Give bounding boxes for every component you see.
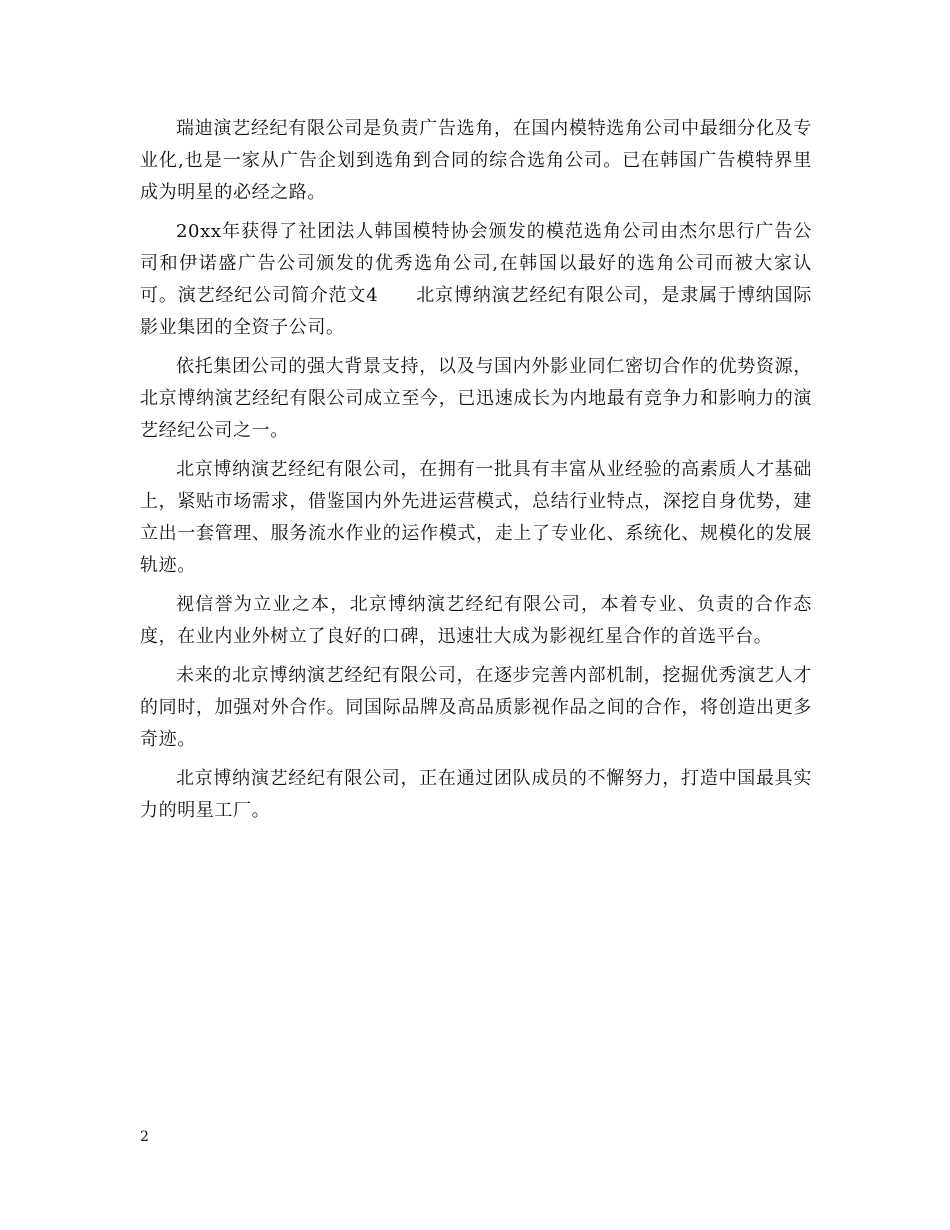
document-body [140, 113, 812, 834]
paragraph-3: 依托集团公司的强大背景支持，以及与国内外影业同仁密切合作的优势资源，北京博纳演艺经纪有限公司成立至今，已迅速成长为内地最有竞争力和影响力的演艺经纪公司之一。 [140, 356, 812, 441]
paragraph-4: 北京博纳演艺经纪有限公司，在拥有一批具有丰富从业经验的高素质人才基础上，紧贴市场需求，借鉴国内外先进运营模式，总结行业特点，深挖自身优势，建立出一套管理、服务流水作业的运作模式，走上了专业化、系统化、规模化的发展轨迹。 [140, 459, 812, 576]
page-number: 2 [140, 1129, 149, 1145]
paragraph-6: 未来的北京博纳演艺经纪有限公司，在逐步完善内部机制，挖掘优秀演艺人才的同时，加强对外合作。同国际品牌及高品质影视作品之间的合作，将创造出更多奇迹。 [140, 665, 812, 750]
paragraph-1: 瑞迪演艺经纪有限公司是负责广告选角，在国内模特选角公司中最细分化及专业化,也是一家从广告企划到选角到合同的综合选角公司。已在韩国广告模特界里成为明星的必经之路。 [140, 118, 812, 203]
paragraph-2: 20xx年获得了社团法人韩国模特协会颁发的模范选角公司由杰尔思行广告公司和伊诺盛广告公司颁发的优秀选角公司,在韩国以最好的选角公司而被大家认可。演艺经纪公司简介范文4 北京博纳演艺经纪有限公司，是隶属于博纳国际影业集团的全资子公司。 [140, 221, 812, 338]
paragraph-7: 北京博纳演艺经纪有限公司，正在通过团队成员的不懈努力，打造中国最具实力的明星工厂。 [140, 768, 812, 821]
paragraph-5: 视信誉为立业之本，北京博纳演艺经纪有限公司，本着专业、负责的合作态度，在业内业外树立了良好的口碑，迅速壮大成为影视红星合作的首选平台。 [140, 594, 812, 647]
